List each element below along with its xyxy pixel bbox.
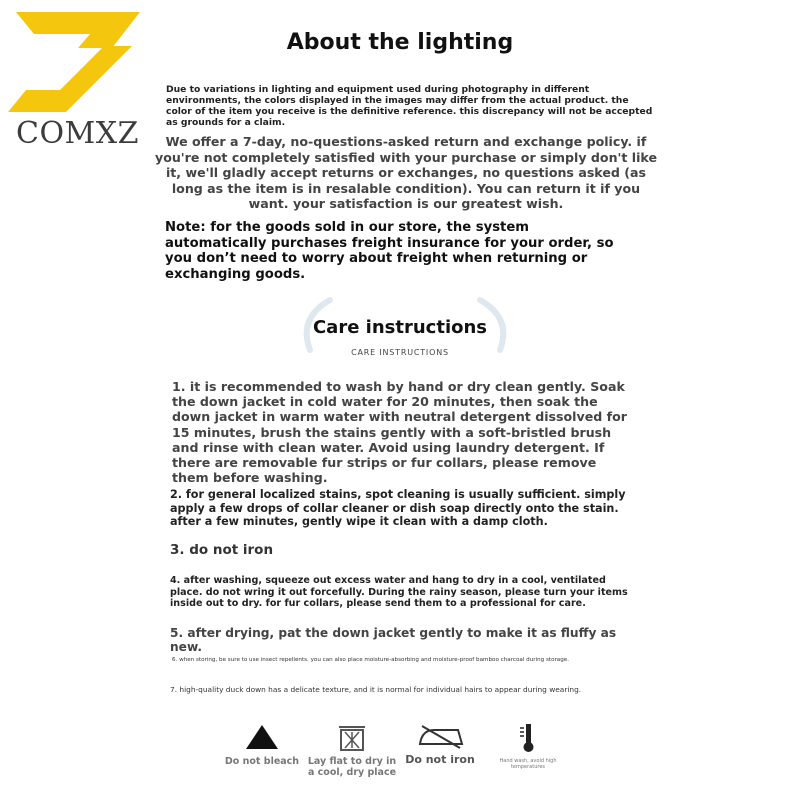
z-logo-icon	[8, 8, 143, 118]
lighting-disclaimer: Due to variations in lighting and equipment used during photography in different environments, the colors displayed in the images may differ from the actual product. the color of the item you receive is the definitive reference. this discrepancy will not be accepted as grounds for a claim.	[166, 84, 653, 128]
care-step: 3. do not iron	[170, 542, 274, 558]
dry-flat-in-shade-icon	[335, 722, 369, 752]
care-icon-label: Hand wash, avoid high temperatures	[499, 758, 557, 770]
care-subtitle: CARE INSTRUCTIONS	[351, 348, 449, 357]
care-step: 4. after washing, squeeze out excess water and hang to dry in a cool, ventilated place. do not wring it out forcefully. During the rainy season, please turn your items inside out to dry. for fur collars, please send them to a professional for care.	[170, 575, 628, 609]
do-not-iron-icon	[412, 722, 468, 750]
freight-note: Note: for the goods sold in our store, the system automatically purchases freight insurance for your order, so you don’t need to worry about freight when returning or exchanging goods.	[165, 220, 614, 282]
return-policy: We offer a 7-day, no-questions-asked return and exchange policy. if you're not completely satisfied with your purchase or simply don't like it, we'll gladly accept returns or exchanges, no questions asked (as long as the item is in resalable condition). You can return it if you want. your satisfaction is our greatest wish.	[154, 134, 658, 211]
care-step: 7. high-quality duck down has a delicate texture, and it is normal for individual hairs to appear during wearing.	[170, 685, 582, 694]
care-step: 5. after drying, pat the down jacket gently to make it as fluffy as new.	[170, 626, 617, 654]
care-icon-item	[306, 722, 398, 778]
brand-name: COMXZ	[16, 116, 139, 151]
care-icon-item	[222, 722, 302, 767]
page-title: About the lighting	[286, 30, 514, 55]
care-icon-item	[496, 722, 560, 770]
hand-wash-thermometer-icon	[516, 722, 540, 754]
care-step: 1. it is recommended to wash by hand or dry clean gently. Soak the down jacket in cold water for 20 minutes, then soak the down jacket in warm water with neutral detergent dissolved for 15 minutes, brush the stains gently with a soft-bristled brush and rinse with clean water. Avoid using laundry detergent. If there are removable fur strips or fur collars, please remove them before washing.	[172, 379, 627, 486]
care-step: 6. when storing, be sure to use insect repellents. you can also place moisture-absorbing and moisture-proof bamboo charcoal during storage.	[172, 657, 569, 663]
care-icon-label: Lay flat to dry in a cool, dry place	[307, 756, 397, 778]
care-step: 2. for general localized stains, spot cleaning is usually sufficient. simply apply a few drops of collar cleaner or dish soap directly onto the stain. after a few minutes, gently wipe it clean with a damp cloth.	[170, 488, 626, 528]
no-bleach-triangle-icon	[242, 722, 282, 752]
care-icon-item	[402, 722, 478, 765]
care-icon-label: Do not iron	[405, 753, 475, 766]
care-title: Care instructions	[312, 317, 488, 338]
care-icon-label: Do not bleach	[224, 756, 300, 767]
